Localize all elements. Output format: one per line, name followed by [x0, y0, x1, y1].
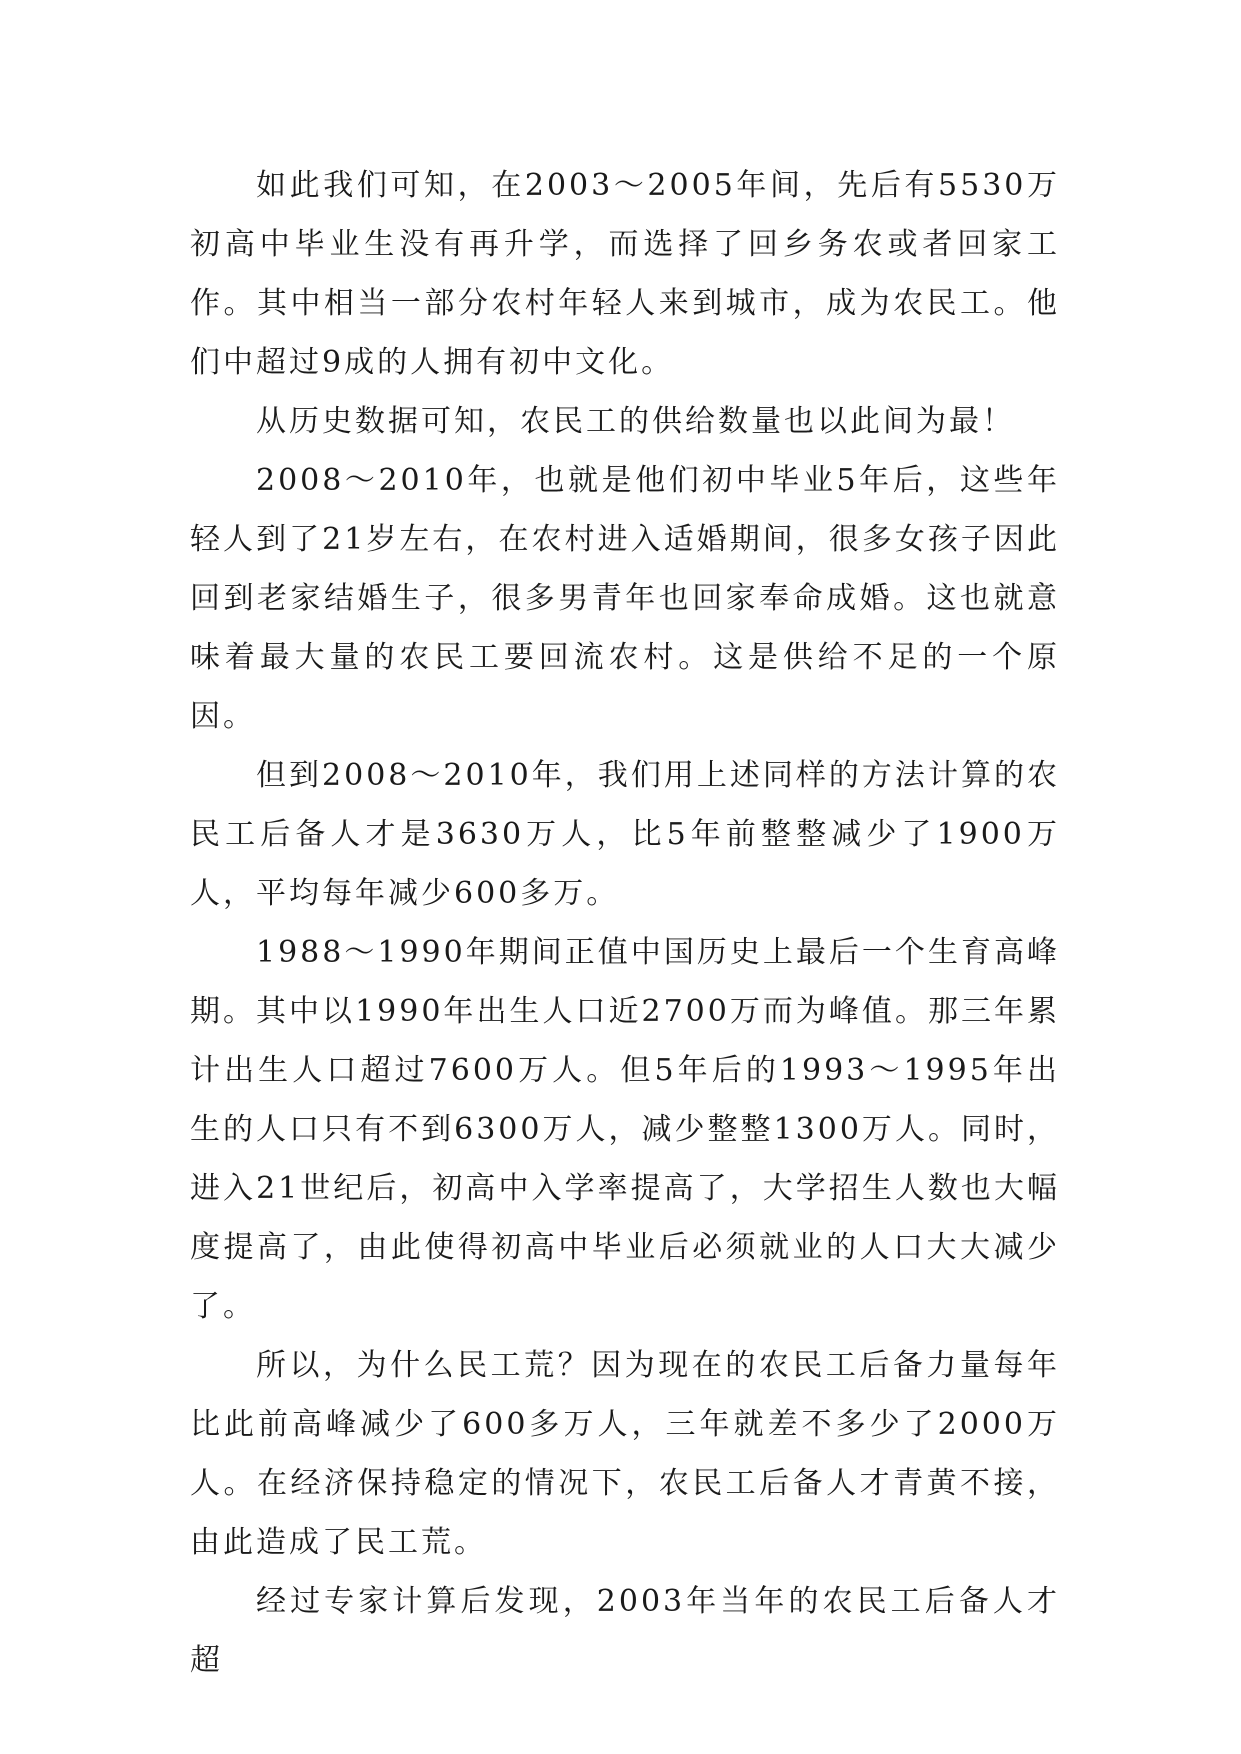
paragraph-1: 如此我们可知，在2003～2005年间，先后有5530万初高中毕业生没有再升学，而选择了回乡务农或者回家工作。其中相当一部分农村年轻人来到城市，成为农民工。他们中超过9成的人拥有初中文化。	[190, 168, 1060, 380]
paragraph-4: 但到2008～2010年，我们用上述同样的方法计算的农民工后备人才是3630万人，比5年前整整减少了1900万人，平均每年减少600多万。	[190, 758, 1060, 911]
paragraph-7: 经过专家计算后发现，2003年当年的农民工后备人才超	[190, 1584, 1060, 1678]
paragraph-6: 所以，为什么民工荒？因为现在的农民工后备力量每年比此前高峰减少了600多万人，三年就差不多少了2000万人。在经济保持稳定的情况下，农民工后备人才青黄不接，由此造成了民工荒。	[190, 1348, 1060, 1560]
body-text	[190, 156, 1060, 1690]
paragraph-3: 2008～2010年，也就是他们初中毕业5年后，这些年轻人到了21岁左右，在农村进入适婚期间，很多女孩子因此回到老家结婚生子，很多男青年也回家奉命成婚。这也就意味着最大量的农民工要回流农村。这是供给不足的一个原因。	[190, 463, 1060, 734]
paragraph-2: 从历史数据可知，农民工的供给数量也以此间为最！	[256, 404, 1015, 439]
paragraph-5: 1988～1990年期间正值中国历史上最后一个生育高峰期。其中以1990年出生人口近2700万而为峰值。那三年累计出生人口超过7600万人。但5年后的1993～1995年出生的人口只有不到6300万人，减少整整1300万人。同时，进入21世纪后，初高中入学率提高了，大学招生人数也大幅度提高了，由此使得初高中毕业后必须就业的人口大大减少了。	[190, 935, 1060, 1324]
